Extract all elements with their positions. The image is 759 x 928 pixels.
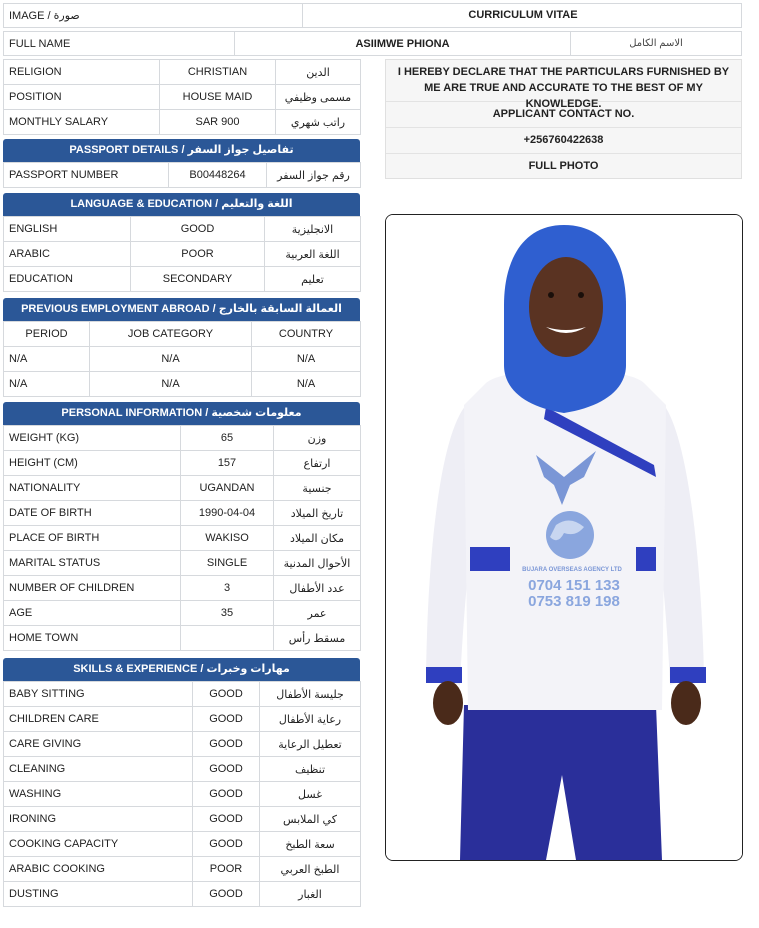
table-row <box>4 426 361 451</box>
col-period: PERIOD <box>4 322 90 347</box>
row-label: AGE <box>4 601 181 626</box>
row-ar: عدد الأطفال <box>274 576 361 601</box>
table-row <box>4 60 361 85</box>
skill-value: GOOD <box>193 782 260 807</box>
contact-label: APPLICANT CONTACT NO. <box>386 102 741 128</box>
country-cell: N/A <box>252 372 361 397</box>
image-label: IMAGE / صورة <box>9 10 80 22</box>
skill-ar: رعاية الأطفال <box>260 707 361 732</box>
passport-table <box>3 162 360 188</box>
row-value: 157 <box>181 451 274 476</box>
personal-table <box>3 425 360 651</box>
table-row <box>4 551 361 576</box>
row-value: UGANDAN <box>181 476 274 501</box>
skill-ar: تعطيل الرعاية <box>260 732 361 757</box>
english-label: ENGLISH <box>4 217 131 242</box>
full-name-row <box>3 31 742 56</box>
english-ar: الانجليزية <box>265 217 361 242</box>
table-row <box>4 601 361 626</box>
row-label: HOME TOWN <box>4 626 181 651</box>
agency-phone-1: 0704 151 133 <box>528 577 620 594</box>
row-label: WEIGHT (KG) <box>4 426 181 451</box>
country-cell: N/A <box>252 347 361 372</box>
period-cell: N/A <box>4 372 90 397</box>
row-value: 65 <box>181 426 274 451</box>
passport-label: PASSPORT NUMBER <box>4 163 169 188</box>
personal-header: PERSONAL INFORMATION / معلومات شخصية <box>3 402 360 425</box>
skill-ar: غسل <box>260 782 361 807</box>
row-label: HEIGHT (CM) <box>4 451 181 476</box>
passport-ar: رقم جواز السفر <box>267 163 361 188</box>
skill-value: GOOD <box>193 732 260 757</box>
table-row <box>4 857 361 882</box>
skill-value: GOOD <box>193 682 260 707</box>
row-label: PLACE OF BIRTH <box>4 526 181 551</box>
row-label: MARITAL STATUS <box>4 551 181 576</box>
table-row <box>4 163 361 188</box>
skill-value: GOOD <box>193 757 260 782</box>
english-value: GOOD <box>131 217 265 242</box>
row-ar: مكان الميلاد <box>274 526 361 551</box>
skill-label: IRONING <box>4 807 193 832</box>
agency-name: BUJARA OVERSEAS AGENCY LTD <box>522 567 622 573</box>
table-row <box>4 372 361 397</box>
table-row <box>4 501 361 526</box>
skill-label: DUSTING <box>4 882 193 907</box>
table-row <box>4 217 361 242</box>
full-photo-frame <box>385 214 743 861</box>
position-label: POSITION <box>4 85 160 110</box>
row-ar: الأحوال المدنية <box>274 551 361 576</box>
contact-value: +256760422638 <box>386 128 741 154</box>
table-row <box>4 626 361 651</box>
skill-label: CARE GIVING <box>4 732 193 757</box>
religion-value: CHRISTIAN <box>160 60 276 85</box>
skill-label: BABY SITTING <box>4 682 193 707</box>
skill-ar: تنظيف <box>260 757 361 782</box>
religion-ar: الدين <box>276 60 361 85</box>
education-label: EDUCATION <box>4 267 131 292</box>
job-cell: N/A <box>90 347 252 372</box>
row-ar: وزن <box>274 426 361 451</box>
full-photo-label: FULL PHOTO <box>528 160 599 172</box>
row-value: 3 <box>181 576 274 601</box>
row-ar: عمر <box>274 601 361 626</box>
row-value: 35 <box>181 601 274 626</box>
table-row <box>4 682 361 707</box>
header-row <box>3 3 742 28</box>
table-header-row <box>4 322 361 347</box>
skills-header: SKILLS & EXPERIENCE / مهارات وخبرات <box>3 658 360 681</box>
skill-value: POOR <box>193 857 260 882</box>
salary-label: MONTHLY SALARY <box>4 110 160 135</box>
language-table <box>3 216 360 292</box>
declaration-text: I HEREBY DECLARE THAT THE PARTICULARS FURNISHED BY ME ARE TRUE AND ACCURATE TO THE BEST OF MY KNOWLEDGE. <box>386 60 741 102</box>
arabic-label: ARABIC <box>4 242 131 267</box>
skill-ar: سعة الطبخ <box>260 832 361 857</box>
skill-value: GOOD <box>193 882 260 907</box>
table-row <box>4 576 361 601</box>
position-value: HOUSE MAID <box>160 85 276 110</box>
table-row <box>4 242 361 267</box>
skill-ar: الغبار <box>260 882 361 907</box>
row-label: NUMBER OF CHILDREN <box>4 576 181 601</box>
table-row <box>4 757 361 782</box>
full-name-label: FULL NAME <box>9 38 71 50</box>
table-row <box>4 732 361 757</box>
skill-value: GOOD <box>193 807 260 832</box>
row-label: NATIONALITY <box>4 476 181 501</box>
row-value <box>181 626 274 651</box>
salary-value: SAR 900 <box>160 110 276 135</box>
skill-ar: جليسة الأطفال <box>260 682 361 707</box>
passport-header: PASSPORT DETAILS / تفاصيل جواز السفر <box>3 139 360 162</box>
table-row <box>4 526 361 551</box>
passport-value: B00448264 <box>169 163 267 188</box>
basic-info-table <box>3 59 360 135</box>
education-ar: تعليم <box>265 267 361 292</box>
skill-label: CLEANING <box>4 757 193 782</box>
skills-table <box>3 681 360 907</box>
table-row <box>4 451 361 476</box>
cv-title: CURRICULUM VITAE <box>468 9 578 21</box>
position-ar: مسمى وظيفي <box>276 85 361 110</box>
row-label: DATE OF BIRTH <box>4 501 181 526</box>
row-ar: تاريخ الميلاد <box>274 501 361 526</box>
religion-label: RELIGION <box>4 60 160 85</box>
skill-ar: الطبخ العربي <box>260 857 361 882</box>
table-row <box>4 267 361 292</box>
full-name-value: ASIIMWE PHIONA <box>355 38 450 50</box>
period-cell: N/A <box>4 347 90 372</box>
arabic-ar: اللغة العربية <box>265 242 361 267</box>
table-row <box>4 832 361 857</box>
job-cell: N/A <box>90 372 252 397</box>
row-ar: جنسية <box>274 476 361 501</box>
col-job-category: JOB CATEGORY <box>90 322 252 347</box>
table-row <box>4 782 361 807</box>
salary-ar: راتب شهري <box>276 110 361 135</box>
row-value: WAKISO <box>181 526 274 551</box>
table-row <box>4 347 361 372</box>
row-value: 1990-04-04 <box>181 501 274 526</box>
face-shape <box>529 257 603 357</box>
full-name-ar: الاسم الكامل <box>629 38 683 49</box>
agency-phone-2: 0753 819 198 <box>528 593 620 610</box>
table-row <box>4 882 361 907</box>
table-row <box>4 110 361 135</box>
skill-value: GOOD <box>193 832 260 857</box>
person-photo <box>386 215 742 860</box>
skill-ar: كي الملابس <box>260 807 361 832</box>
col-country: COUNTRY <box>252 322 361 347</box>
skill-label: CHILDREN CARE <box>4 707 193 732</box>
education-value: SECONDARY <box>131 267 265 292</box>
employment-header: PREVIOUS EMPLOYMENT ABROAD / العمالة السابقة بالخارج <box>3 298 360 321</box>
row-ar: مسقط رأس <box>274 626 361 651</box>
skill-label: COOKING CAPACITY <box>4 832 193 857</box>
row-value: SINGLE <box>181 551 274 576</box>
language-header: LANGUAGE & EDUCATION / اللغة والتعليم <box>3 193 360 216</box>
skill-label: WASHING <box>4 782 193 807</box>
skill-label: ARABIC COOKING <box>4 857 193 882</box>
employment-table <box>3 321 360 397</box>
row-ar: ارتفاع <box>274 451 361 476</box>
table-row <box>4 807 361 832</box>
table-row <box>4 85 361 110</box>
declaration-panel <box>385 59 742 179</box>
table-row <box>4 707 361 732</box>
skill-value: GOOD <box>193 707 260 732</box>
arabic-value: POOR <box>131 242 265 267</box>
table-row <box>4 476 361 501</box>
